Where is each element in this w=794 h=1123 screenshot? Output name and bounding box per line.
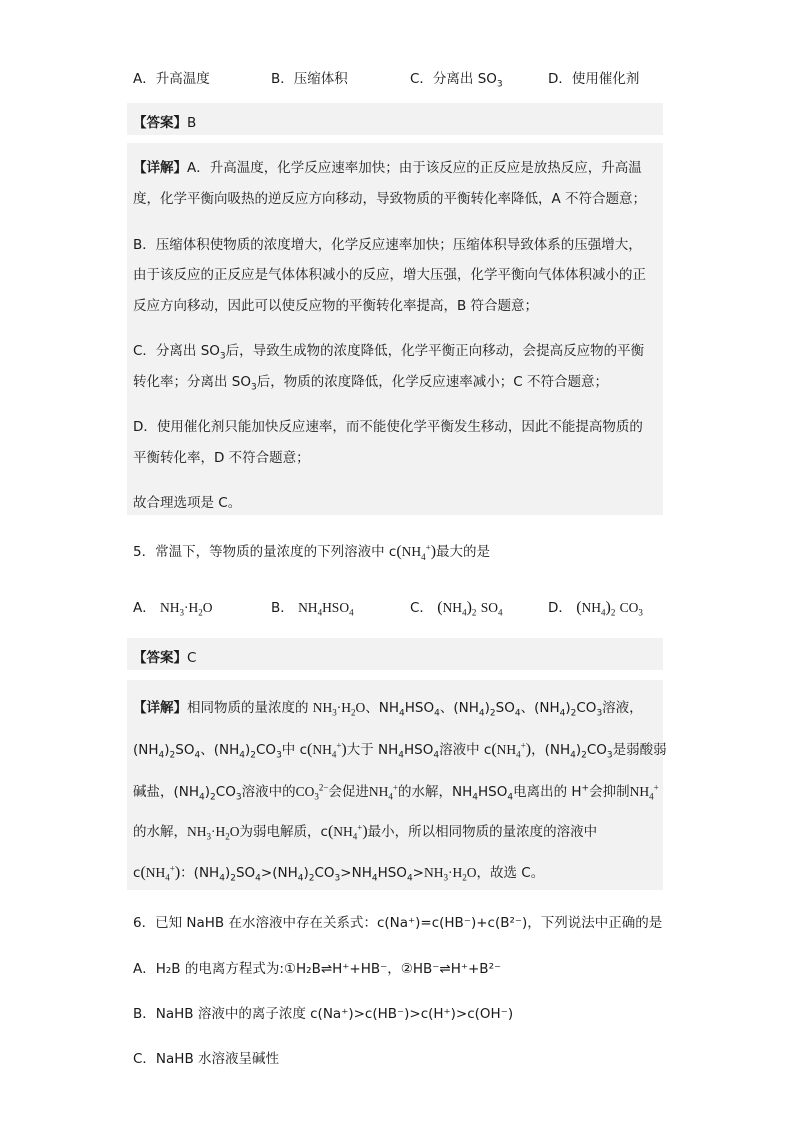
q5-detail-line: 的水解，$NH_3\cdot H_2O$为弱电解质，$c(NH_4^+)$最小，所以相同物质的量浓度的溶液中 xyxy=(133,822,598,842)
q4-detail-line: C．分离出 $SO_3$后，导致生成物的浓度降低，化学平衡正向移动，会提高反应物的平衡 xyxy=(133,343,645,362)
q4-detail-line: 【详解】A．升高温度，化学反应速率加快；由于该反应的正反应是放热反应，升高温 xyxy=(133,160,642,176)
q5-detail-line: $(NH_4)_2SO_4$、$(NH_4)_2CO_3$中 $c(NH_4^+)$大于 $NH_4HSO_4$溶液中 $c(NH_4^+)$，$(NH_4)_2CO_3$是弱酸弱 xyxy=(133,740,667,761)
q4-option-d: D．使用催化剂 xyxy=(548,71,640,87)
q4-detail-line: 反应方向移动，因此可以使反应物的平衡转化率提高，B 符合题意； xyxy=(133,298,539,314)
q5-stem: 5．常温下，等物质的量浓度的下列溶液中 $c(NH_4^+)$最大的是 xyxy=(133,542,491,562)
q5-detail-line: 【详解】相同物质的量浓度的 $NH_3\cdot H_2O$、$NH_4HSO_4$、$(NH_4)_2SO_4$、$(NH_4)_2CO_3$溶液， xyxy=(133,700,643,719)
q4-detail-line: 故合理选项是 C。 xyxy=(133,495,242,511)
q4-detail-line: 平衡转化率，D 不符合题意； xyxy=(133,450,310,466)
q4-detail-line: D．使用催化剂只能加快反应速率，而不能使化学平衡发生移动，因此不能提高物质的 xyxy=(133,419,643,435)
q5-option-a: A． $NH_3\cdot H_2O$ xyxy=(133,600,213,618)
q5-answer: 【答案】C xyxy=(133,650,197,666)
q4-detail-line: B．压缩体积使物质的浓度增大，化学反应速率加快；压缩体积导致体系的压强增大， xyxy=(133,237,642,253)
q4-option-c: C．分离出 $SO_3$ xyxy=(410,71,503,90)
q5-detail-line: 碱盐，$(NH_4)_2CO_3$溶液中的$CO_3^{2-}$会促进$NH_4^+$的水解，$NH_4HSO_4$电离出的 H+会抑制$NH_4^+$ xyxy=(133,782,659,803)
q4-answer-block xyxy=(127,103,663,135)
q6-option-a: A．H₂B 的电离方程式为:①H₂B⇌H⁺+HB⁻，②HB⁻⇌H⁺+B²⁻ xyxy=(133,961,502,977)
q5-detail-line: $c(NH_4^+)$：$(NH_4)_2SO_4>(NH_4)_2CO_3>NH_4HSO_4>NH_3\cdot H_2O$，故选 C。 xyxy=(133,863,545,884)
q5-option-b: B． $NH_4HSO_4$ xyxy=(271,600,354,618)
q6-stem: 6．已知 NaHB 在水溶液中存在关系式：c(Na⁺)=c(HB⁻)+c(B²⁻)，下列说法中正确的是 xyxy=(133,915,663,931)
q4-detail-line: 转化率；分离出 $SO_3$后，物质的浓度降低，化学反应速率减小；C 不符合题意； xyxy=(133,374,608,393)
q4-answer: 【答案】B xyxy=(133,115,197,131)
q4-option-b: B．压缩体积 xyxy=(271,71,348,87)
q4-detail-line: 由于该反应的正反应是气体体积减小的反应，增大压强，化学平衡向气体体积减小的正 xyxy=(133,267,646,283)
q5-answer-block xyxy=(127,638,663,670)
q6-option-c: C．NaHB 水溶液呈碱性 xyxy=(133,1051,280,1067)
q5-option-d: D． $(NH_4)_2$ $CO_3$ xyxy=(548,599,643,618)
q5-option-c: C． $(NH_4)_2$ $SO_4$ xyxy=(410,599,503,618)
q6-option-b: B．NaHB 溶液中的离子浓度 c(Na⁺)>c(HB⁻)>c(H⁺)>c(OH⁻) xyxy=(133,1006,514,1022)
q4-detail-line: 度，化学平衡向吸热的逆反应方向移动，导致物质的平衡转化率降低，A 不符合题意； xyxy=(133,191,647,207)
q4-option-a: A．升高温度 xyxy=(133,71,210,87)
